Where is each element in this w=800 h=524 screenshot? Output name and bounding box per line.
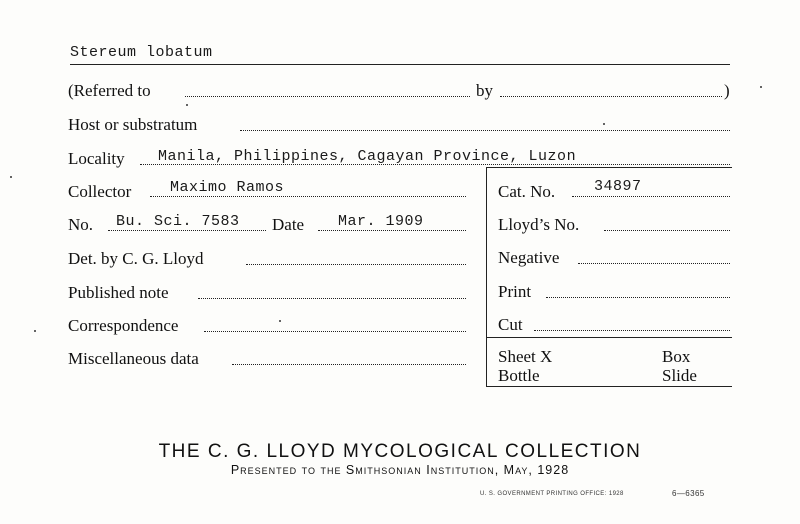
close-paren: ) — [724, 81, 730, 100]
misc-data-label: Miscellaneous data — [68, 349, 199, 368]
misc-data-field[interactable] — [232, 364, 466, 365]
negative-label: Negative — [498, 248, 560, 267]
specimen-name-rule — [70, 64, 730, 65]
slide-label: Slide — [662, 366, 697, 385]
scan-speck — [10, 176, 12, 178]
date-value: Mar. 1909 — [338, 213, 424, 230]
form-number: 6—6365 — [672, 489, 705, 498]
host-field[interactable] — [240, 130, 730, 131]
lloyds-no-field[interactable] — [604, 230, 730, 231]
det-by-label: Det. by C. G. Lloyd — [68, 249, 204, 268]
cat-no-value: 34897 — [594, 178, 642, 195]
scan-speck — [603, 123, 605, 125]
bottle-label: Bottle — [498, 366, 540, 385]
collector-value: Maximo Ramos — [170, 179, 285, 196]
referred-to-field[interactable] — [185, 96, 470, 97]
collector-label: Collector — [68, 182, 132, 201]
cut-label: Cut — [498, 315, 523, 334]
det-by-field[interactable] — [246, 264, 466, 265]
collector-field[interactable] — [150, 196, 466, 197]
scan-speck — [34, 330, 36, 332]
host-label: Host or substratum — [68, 115, 198, 134]
no-field[interactable] — [108, 230, 266, 231]
locality-field[interactable] — [140, 164, 730, 165]
box-bottom-border — [486, 386, 732, 387]
correspondence-field[interactable] — [204, 331, 466, 332]
specimen-name: Stereum lobatum — [70, 44, 213, 61]
box-label: Box — [662, 347, 691, 366]
correspondence-label: Correspondence — [68, 316, 179, 335]
box-top-border — [486, 167, 732, 168]
referred-by-field[interactable] — [500, 96, 722, 97]
printer-imprint: U. S. GOVERNMENT PRINTING OFFICE: 1928 — [480, 491, 624, 497]
scan-speck — [760, 86, 762, 88]
box-divider — [486, 337, 732, 338]
date-label: Date — [272, 215, 305, 234]
referred-to-label: (Referred to — [68, 81, 151, 100]
print-field[interactable] — [546, 297, 730, 298]
published-note-label: Published note — [68, 283, 169, 302]
print-label: Print — [498, 282, 532, 301]
no-value: Bu. Sci. 7583 — [116, 213, 240, 230]
by-label: by — [476, 81, 493, 100]
collection-subtitle: Presented to the Smithsonian Institution, May, 1928 — [230, 463, 570, 477]
negative-field[interactable] — [578, 263, 730, 264]
no-label: No. — [68, 215, 94, 234]
scan-speck — [279, 320, 281, 322]
collection-title: THE C. G. LLOYD MYCOLOGICAL COLLECTION — [158, 441, 642, 462]
cut-field[interactable] — [534, 330, 730, 331]
locality-label: Locality — [68, 149, 125, 168]
date-field[interactable] — [318, 230, 466, 231]
scan-speck — [186, 104, 188, 106]
locality-value: Manila, Philippines, Cagayan Province, Luzon — [158, 148, 577, 165]
cat-no-label: Cat. No. — [498, 182, 556, 201]
lloyds-no-label: Lloyd’s No. — [498, 215, 580, 234]
sheet-label: Sheet X — [498, 347, 553, 366]
box-left-border — [486, 167, 487, 387]
cat-no-field[interactable] — [572, 196, 730, 197]
published-note-field[interactable] — [198, 298, 466, 299]
